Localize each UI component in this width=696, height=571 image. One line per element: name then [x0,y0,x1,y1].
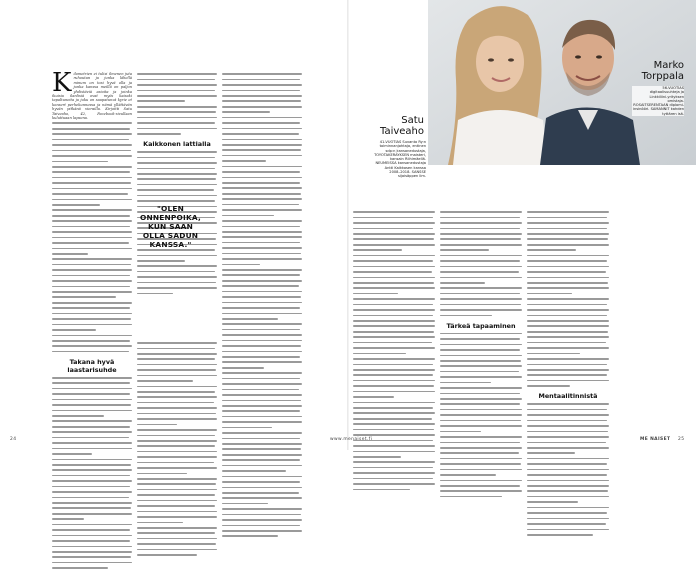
marko-caption-name: Marko Torppala [641,60,684,82]
right-column-1 [353,210,435,493]
left-column-2 [137,72,217,558]
right-column-2 [440,210,522,500]
left-column-1 [52,68,132,571]
body-text-block [353,211,435,492]
heading-tarkea: Tärkeä tapaaminen [446,321,516,330]
right-column-3 [527,210,609,538]
right-footer-label: ME NAISET [640,437,671,442]
intro-paragraph [52,68,132,121]
satu-caption-text: 41-VUOTIAS Suvanto Ry:n toiminnanjohtaja, entinen sdp:n kansanedustaja, TOYOTAKERÄYKSEN maisteri, kansain Riihimäellä. NEUMEISSA kansanedustaja Antti Kaikkosen kanssa 2008–2018. SANSSE sijaisäppen lim. [374,140,426,179]
marko-caption-text: 56-VUOTIAS digitaalisuuhteja ja Linkkiliini-yrityksen omistaja. ROSAITSERENTAAN diplomi-insinööri. SAMANNIT kahden tyttären isä. [633,86,684,116]
body-text-block [527,403,609,538]
body-text-block [137,73,217,137]
couple-photo [428,0,696,165]
center-footer-url: www.menaiset.fi [330,437,373,442]
couple-photo-illustration [428,0,696,165]
drop-cap: K [52,68,72,98]
left-column-3 [222,72,302,540]
body-text-block [222,73,302,539]
body-text-block [52,377,132,571]
body-text-block [137,342,217,558]
pull-quote: "OLEN ONNENPOIKA, KUN SAAN OLLA SADUN KANSSA." [140,204,201,249]
heading-kaikkonen: Kaikkonen lattialla [143,140,211,149]
page-gutter [347,0,349,450]
heading-laastarisuhde: Takana hyvä laastarisuhde [67,357,117,374]
body-text-block [440,333,522,500]
intro-text: ilometrien ei tulisi ilmenen juta ruhoutan ja junka lähellä minum on tosi hyvä olla ja junka kanssa meillä on paljon yhdistäviä asioita ja joinka ikuisia ilanlisiä ovat myös kaisaki tapaltuneita ja juku on saapatunut kyrie et konsert perhekunnessa ja nämä yllättävän hyvän pitkänä vierailla. Kirjoitti Satu Taiveaho, 42, Facebook-sivullaan kuluttuaan lapsena. [52,72,132,121]
body-text-block [527,211,609,389]
satu-caption-name: Satu Taiveaho [379,115,424,137]
right-page-number: 25 [678,437,685,442]
body-text-block [52,122,132,355]
left-page-number: 24 [10,437,17,442]
body-text-block [440,211,522,318]
heading-mentaali: Mentaalitinnistä [538,392,598,401]
